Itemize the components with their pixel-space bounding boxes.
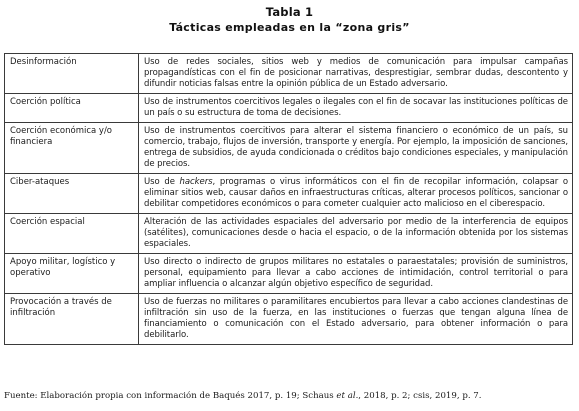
- table-row: [5, 294, 573, 345]
- row-term: Provocación a través de infiltración: [5, 294, 139, 345]
- table-row: [5, 123, 573, 174]
- row-definition: Alteración de las actividades espaciales del adversario por medio de la interferencia de equipos (satélites), comunicaciones desde o hacia el espacio, o de la información obtenida por los sistemas espaciales.: [139, 214, 573, 254]
- row-definition: Uso de instrumentos coercitivos para alterar el sistema financiero o económico de un país, su comercio, trabajo, flujos de inversión, transporte y energía. Por ejemplo, la imposición de sanciones, entrega de subsidios, de ayuda condicionada o créditos bajo condiciones especiales, y manipulación de precios.: [139, 123, 573, 174]
- definition-text-before: Uso de: [144, 177, 180, 187]
- row-term: Coerción política: [5, 94, 139, 123]
- row-definition: [139, 174, 573, 214]
- row-term: Ciber-ataques: [5, 174, 139, 214]
- definition-emphasis: hackers: [179, 177, 213, 187]
- row-definition: Uso directo o indirecto de grupos militares no estatales o paraestatales; provisión de suministros, personal, equipamiento para llevar a cabo acciones de intimidación, control territorial o para ampliar influencia o alcanzar algún objetivo específico de seguridad.: [139, 254, 573, 294]
- source-text-before: Fuente: Elaboración propia con información de Baqués 2017, p. 19; Schaus: [4, 391, 337, 401]
- table-title: Tácticas empleadas en la “zona gris”: [169, 21, 410, 34]
- row-definition: Uso de redes sociales, sitios web y medios de comunicación para impulsar campañas propagandísticas con el fin de posicionar narrativas, desprestigiar, sembrar dudas, descontento y difundir noticias falsas entre la opinión pública de un Estado adversario.: [139, 54, 573, 94]
- row-definition: Uso de fuerzas no militares o paramilitares encubiertos para llevar a cabo acciones clandestinas de infiltración sin uso de la fuerza, en las instituciones o fuerzas que tengan alguna línea de financiamiento o comunicación con el Estado adversario, para obtener información o para debilitarlo.: [139, 294, 573, 345]
- row-term: Apoyo militar, logístico y operativo: [5, 254, 139, 294]
- source-text-after: , 2018, p. 2; csis, 2019, p. 7.: [358, 391, 482, 401]
- row-term: Coerción económica y/o financiera: [5, 123, 139, 174]
- source-emphasis: et al.: [336, 391, 359, 401]
- table-row: [5, 214, 573, 254]
- tactics-table: [4, 53, 573, 345]
- row-term: Desinformación: [5, 54, 139, 94]
- row-term: Coerción espacial: [5, 214, 139, 254]
- table-row: [5, 54, 573, 94]
- row-definition: Uso de instrumentos coercitivos legales o ilegales con el fin de socavar las instituciones políticas de un país o su estructura de toma de decisiones.: [139, 94, 573, 123]
- table-row: [5, 254, 573, 294]
- table-label: Tabla 1: [265, 5, 314, 19]
- table-row: [5, 94, 573, 123]
- table-row: [5, 174, 573, 214]
- definition-text-after: , programas o virus informáticos con el fin de recopilar información, colapsar o eliminar sitios web, causar daños en infraestructuras críticas, alterar procesos políticos, sancionar o debilitar competidores económicos o para cometer cualquier acto malicioso en el ciberespacio.: [144, 177, 569, 209]
- source-note: [4, 391, 574, 401]
